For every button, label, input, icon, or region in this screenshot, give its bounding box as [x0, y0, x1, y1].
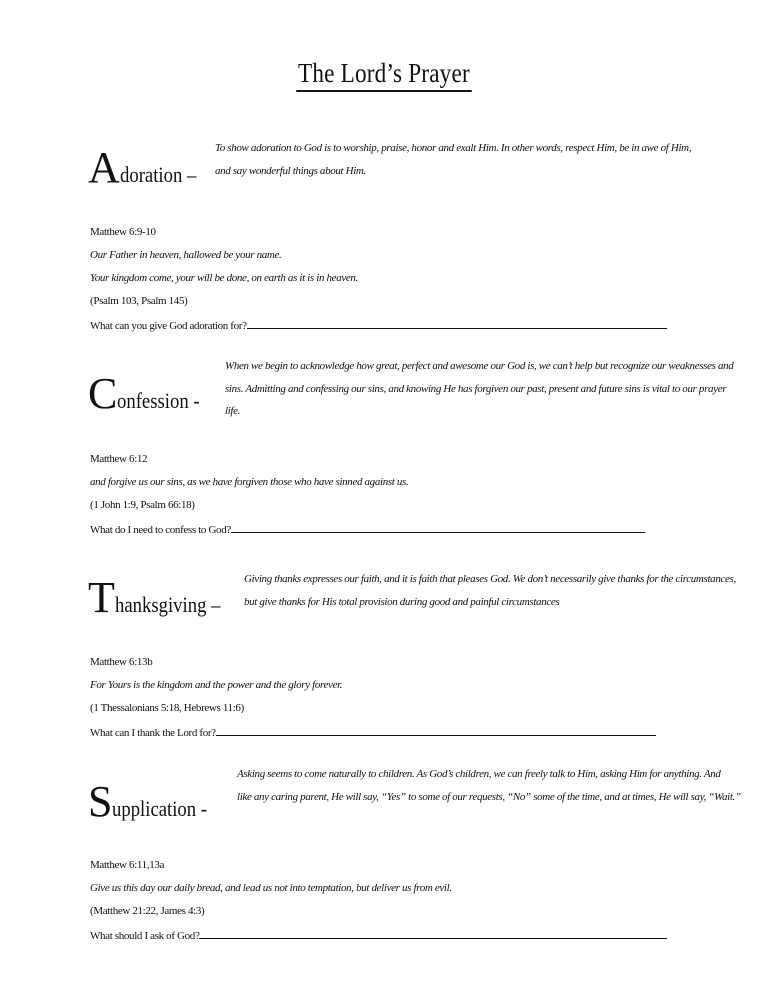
- section-description-confession: [225, 355, 733, 423]
- verse-line: Your kingdom come, your will be done, on earth as it is in heaven.: [90, 272, 358, 284]
- heading-rest: upplication -: [112, 796, 208, 821]
- reflection-question-confession: [90, 522, 645, 537]
- heading-rest: hanksgiving –: [114, 592, 221, 617]
- reflection-question-adoration: [90, 318, 667, 333]
- section-description-thanksgiving: [244, 568, 736, 613]
- description-line: and say wonderful things about Him.: [215, 164, 366, 177]
- description-line: like any caring parent, He will say, “Yes” to some of our requests, “No” some of the time, and at times, He will say, “Wait.”: [237, 790, 741, 803]
- scripture-reference: Matthew 6:11,13a: [90, 859, 165, 871]
- page-title: The Lord’s Prayer: [296, 58, 471, 92]
- verse-line: Our Father in heaven, hallowed be your name.: [90, 249, 282, 261]
- answer-blank[interactable]: [231, 522, 645, 533]
- question-label: What can I thank the Lord for?: [90, 727, 216, 739]
- verse-line: For Yours is the kingdom and the power and the glory forever.: [90, 679, 343, 691]
- cross-references: (Matthew 21:22, James 4:3): [90, 905, 205, 917]
- heading-rest: doration –: [119, 162, 197, 187]
- heading-initial: S: [88, 777, 113, 826]
- scripture-reference: Matthew 6:12: [90, 453, 148, 465]
- verse-line: Give us this day our daily bread, and lead us not into temptation, but deliver us from evil.: [90, 882, 452, 894]
- section-heading-supplication: [88, 777, 224, 826]
- section-description-adoration: [215, 137, 691, 182]
- description-line: Asking seems to come naturally to children. As God’s children, we can freely talk to Him, asking Him for anything. And: [237, 768, 721, 780]
- heading-rest: onfession -: [117, 388, 200, 413]
- description-line: Giving thanks expresses our faith, and it is faith that pleases God. We don’t necessarily give thanks for the circumstances,: [244, 573, 736, 585]
- section-description-supplication: [237, 763, 741, 808]
- answer-blank[interactable]: [199, 928, 667, 939]
- verse-line: and forgive us our sins, as we have forgiven those who have sinned against us.: [90, 476, 409, 488]
- reflection-question-thanksgiving: [90, 725, 656, 740]
- scripture-reference: Matthew 6:13b: [90, 656, 153, 668]
- heading-initial: T: [88, 573, 115, 622]
- page-title-container: [0, 58, 768, 92]
- reflection-question-supplication: [90, 928, 667, 943]
- description-line: but give thanks for His total provision during good and painful circumstances: [244, 595, 560, 608]
- question-label: What should I ask of God?: [90, 930, 200, 942]
- description-line: life.: [225, 405, 241, 417]
- scripture-reference: Matthew 6:9-10: [90, 226, 156, 238]
- description-line: sins. Admitting and confessing our sins, and knowing He has forgiven our past, present and future sins is vital to our prayer: [225, 382, 727, 395]
- answer-blank[interactable]: [247, 318, 667, 329]
- section-heading-confession: [88, 369, 215, 418]
- description-line: To show adoration to God is to worship, praise, honor and exalt Him. In other words, respect Him, be in awe of Him,: [215, 142, 692, 154]
- heading-initial: C: [88, 369, 118, 418]
- section-heading-adoration: [88, 143, 210, 192]
- heading-initial: A: [88, 143, 120, 192]
- question-label: What do I need to confess to God?: [90, 524, 231, 536]
- cross-references: (1 Thessalonians 5:18, Hebrews 11:6): [90, 702, 244, 714]
- cross-references: (1 John 1:9, Psalm 66:18): [90, 499, 195, 511]
- description-line: When we begin to acknowledge how great, perfect and awesome our God is, we can’t help but recognize our weaknesses and: [225, 360, 734, 372]
- question-label: What can you give God adoration for?: [90, 320, 247, 332]
- section-heading-thanksgiving: [88, 573, 239, 622]
- cross-references: (Psalm 103, Psalm 145): [90, 295, 188, 307]
- answer-blank[interactable]: [216, 725, 656, 736]
